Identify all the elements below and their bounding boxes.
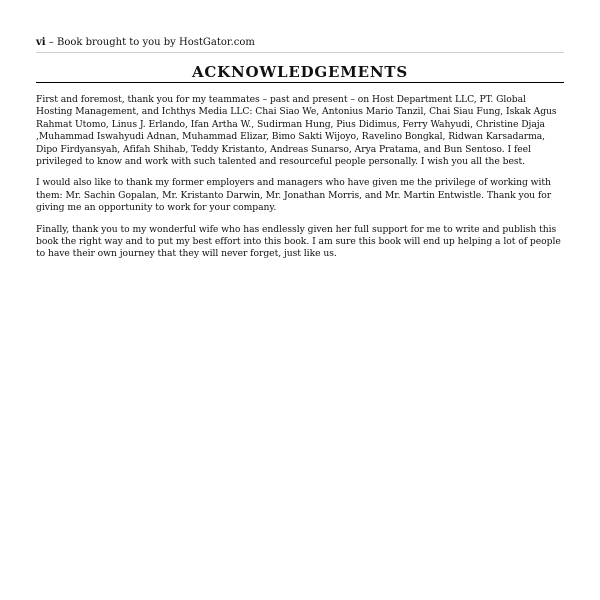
running-head bbox=[36, 37, 564, 49]
body-text bbox=[36, 94, 564, 270]
paragraph-teammates: First and foremost, thank you for my teammates – past and present – on Host Department LLC, PT. Global Hosting Management, and Ichthys Media LLC: Chai Siao We, Antonius Mario Tanzil, Chai Siau Fung, Iskak Agus Rahmat Utomo, Linus J. Erlando, Ifan Artha W., Sudirman Hung, Pius Didimus, Ferry Wahyudi, Christine Djaja ,Muhammad Iswahyudi Adnan, Muhammad Elizar, Bimo Sakti Wijoyo, Ravelino Bongkal, Ridwan Karsadarma, Dipo Firdyansyah, Afifah Shihab, Teddy Kristanto, Andreas Sunarso, Arya Pratama, and Bun Sentoso. I feel privileged to know and work with such talented and resourceful people personally. I wish you all the best. bbox=[36, 94, 557, 168]
paragraph-employers: I would also like to thank my former employers and managers who have given me the privilege of working with them: Mr. Sachin Gopalan, Mr. Kristanto Darwin, Mr. Jonathan Morris, and Mr. Martin Entwistle. Thank you for giving me an opportunity to work for your company. bbox=[36, 177, 552, 214]
page-number: vi bbox=[36, 37, 46, 48]
page-title: ACKNOWLEDGEMENTS bbox=[191, 63, 408, 81]
paragraph-wife: Finally, thank you to my wonderful wife who has endlessly given her full support for me to write and publish this book the right way and to put my best effort into this book. I am sure this book will end up helping a lot of people to have their own journey that they will never forget, just like us. bbox=[36, 223, 561, 260]
header-divider bbox=[36, 52, 564, 53]
title-divider bbox=[36, 82, 564, 83]
running-head-text: – Book brought to you by HostGator.com bbox=[45, 37, 255, 48]
